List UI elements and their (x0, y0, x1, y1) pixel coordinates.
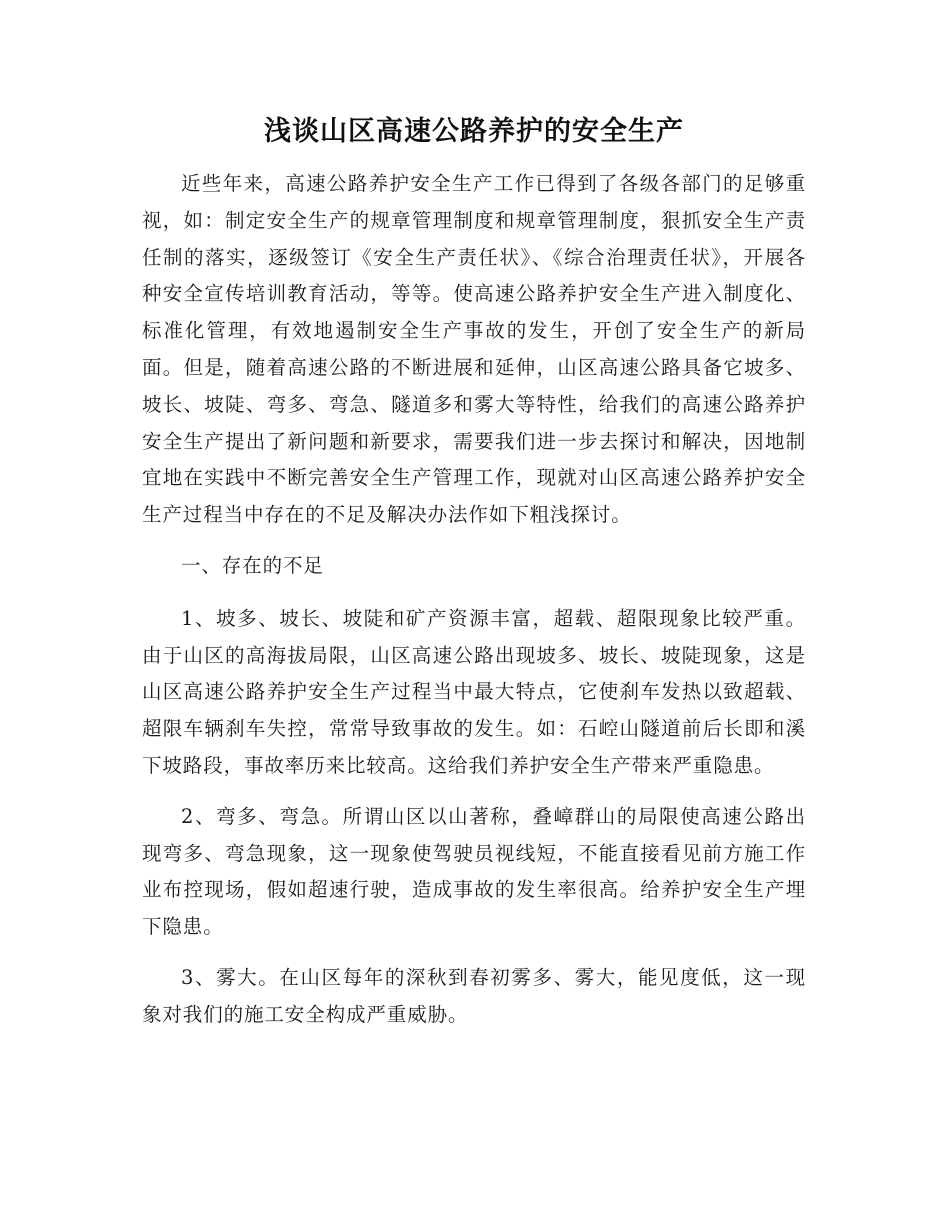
document-title: 浅谈山区高速公路养护的安全生产 (264, 116, 684, 147)
document-page (142, 112, 806, 1048)
paragraph-intro: 近些年来，高速公路养护安全生产工作已得到了各级各部门的足够重视，如：制定安全生产的规章管理制度和规章管理制度，狠抓安全生产责任制的落实，逐级签订《安全生产责任状》、《综合治理责任状》，开展各种安全宣传培训教育活动，等等。使高速公路养护安全生产进入制度化、标准化管理，有效地遏制安全生产事故的发生，开创了安全生产的新局面。但是，随着高速公路的不断进展和延伸，山区高速公路具备它坡多、坡长、坡陡、弯多、弯急、隧道多和雾大等特性，给我们的高速公路养护安全生产提出了新问题和新要求，需要我们进一步去探讨和解决，因地制宜地在实践中不断完善安全生产管理工作，现就对山区高速公路养护安全生产过程当中存在的不足及解决办法作如下粗浅探讨。 (142, 172, 806, 527)
paragraph-point-1-slopes: 1、坡多、坡长、坡陡和矿产资源丰富，超载、超限现象比较严重。由于山区的高海拔局限，山区高速公路出现坡多、坡长、坡陡现象，这是山区高速公路养护安全生产过程当中最大特点，它使刹车发热以致超载、超限车辆刹车失控，常常导致事故的发生。如：石崆山隧道前后长即和溪下坡路段，事故率历来比较高。这给我们养护安全生产带来严重隐患。 (142, 606, 806, 777)
paragraph-point-2-curves: 2、弯多、弯急。所谓山区以山著称，叠嶂群山的局限使高速公路出现弯多、弯急现象，这一现象使驾驶员视线短，不能直接看见前方施工作业布控现场，假如超速行驶，造成事故的发生率很高。给养护安全生产埋下隐患。 (142, 804, 806, 939)
section-heading-shortcomings: 一、存在的不足 (181, 553, 324, 577)
paragraph-point-3-fog: 3、雾大。在山区每年的深秋到春初雾多、雾大，能见度低，这一现象对我们的施工安全构成严重威胁。 (142, 965, 806, 1026)
